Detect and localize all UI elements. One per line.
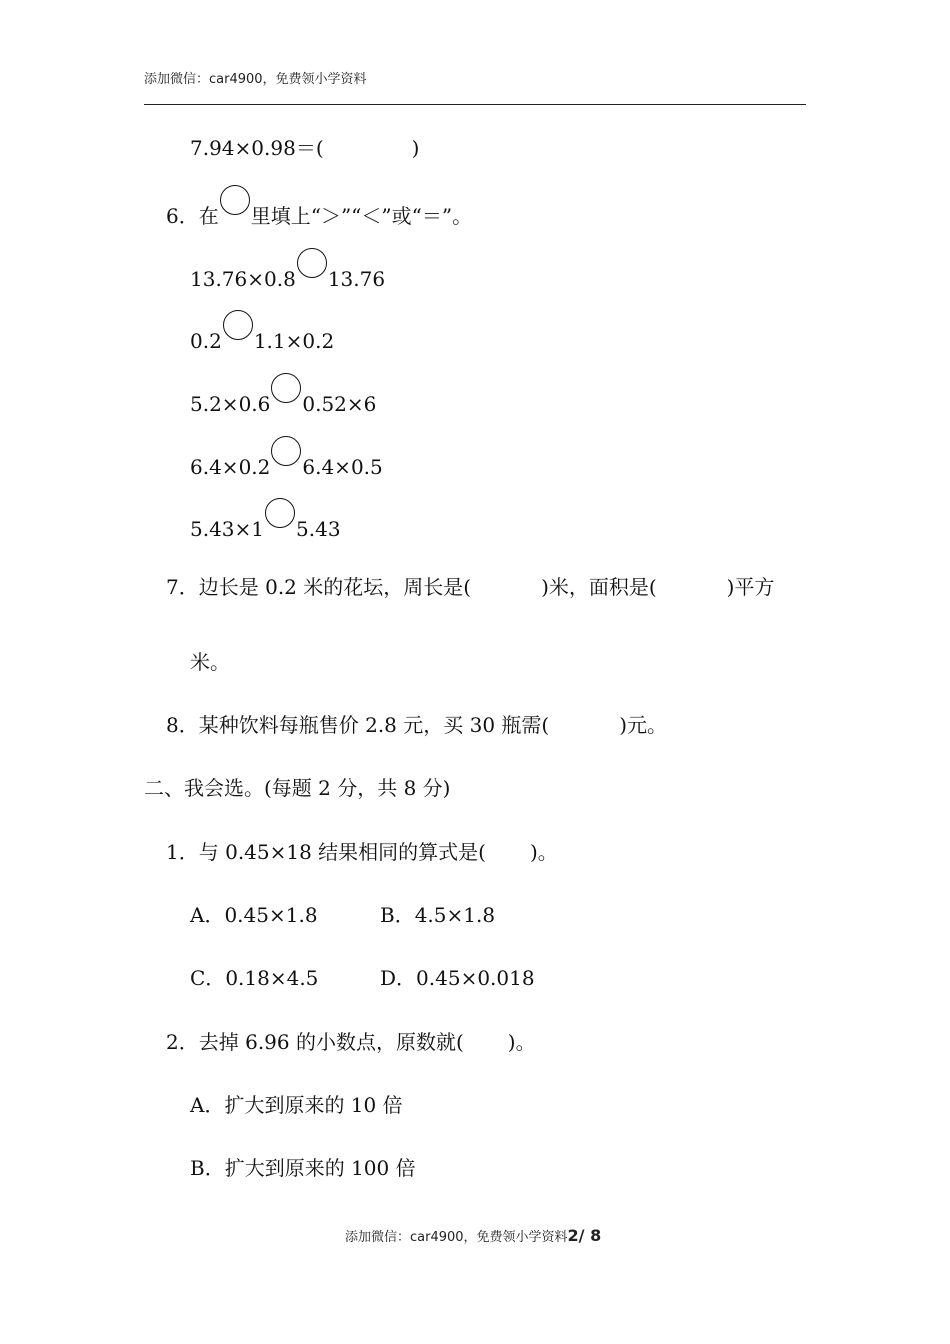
footer-text: 添加微信：car4900，免费领小学资料 (345, 1230, 568, 1245)
option-c[interactable] (190, 966, 318, 990)
option-text: 扩大到原来的 10 倍 (224, 1093, 403, 1117)
option-b[interactable] (190, 1156, 416, 1180)
mc2-stem (166, 1030, 536, 1054)
q6-number: 6． (166, 204, 199, 228)
option-label: C． (190, 966, 226, 990)
q6-item-3 (190, 387, 376, 417)
compare-circle[interactable] (297, 248, 327, 278)
q5-close-paren: ) (411, 136, 420, 160)
q8-number: 8． (166, 713, 199, 737)
page-footer (345, 1226, 601, 1245)
compare-circle[interactable] (223, 310, 253, 340)
option-text: 扩大到原来的 100 倍 (224, 1156, 416, 1180)
compare-right: 13.76 (327, 267, 386, 291)
q8-text-a: 某种饮料每瓶售价 2.8 元，买 30 瓶需( (198, 713, 550, 737)
mc2-close: )。 (507, 1030, 536, 1054)
circle-placeholder (220, 185, 250, 215)
compare-left: 0.2 (190, 329, 222, 353)
compare-right: 5.43 (296, 517, 341, 541)
q6-item-1 (190, 262, 385, 292)
q7-text-a: 边长是 0.2 米的花坛，周长是( (198, 575, 472, 599)
option-a[interactable] (190, 903, 318, 927)
mc1-stem (166, 840, 558, 864)
q6-item-2 (190, 324, 334, 354)
option-text: 0.18×4.5 (225, 966, 319, 990)
option-d[interactable] (380, 966, 535, 990)
compare-left: 13.76×0.8 (190, 267, 296, 291)
option-b[interactable] (380, 903, 495, 927)
mc1-options-row-2 (190, 966, 590, 990)
q5-expression (190, 136, 419, 160)
q8-text-b: )元。 (619, 713, 668, 737)
compare-right: 0.52×6 (302, 392, 377, 416)
mc1-close: )。 (530, 840, 558, 864)
compare-left: 6.4×0.2 (190, 455, 271, 479)
option-label: B． (190, 1156, 225, 1180)
option-label: A． (190, 1093, 225, 1117)
compare-left: 5.43×1 (190, 517, 265, 541)
compare-left: 5.2×0.6 (190, 392, 271, 416)
compare-circle[interactable] (265, 498, 295, 528)
q6-stem (166, 199, 472, 229)
mc2-stem-text: 去掉 6.96 的小数点，原数就( (198, 1030, 464, 1054)
mc1-stem-text: 与 0.45×18 结果相同的算式是( (198, 840, 486, 864)
q7-stem (166, 575, 774, 599)
header-rule (144, 104, 806, 105)
q8-stem (166, 713, 667, 737)
compare-circle[interactable] (271, 373, 301, 403)
q7-text-b: )米，面积是( (541, 575, 657, 599)
option-label: A． (190, 903, 225, 927)
compare-circle[interactable] (271, 436, 301, 466)
option-text: 4.5×1.8 (414, 903, 496, 927)
option-label: B． (380, 903, 415, 927)
compare-right: 1.1×0.2 (253, 329, 335, 353)
compare-right: 6.4×0.5 (302, 455, 383, 479)
page-header: 添加微信：car4900，免费领小学资料 (144, 72, 367, 87)
q7-number: 7． (166, 575, 199, 599)
q6-pre: 在 (198, 204, 219, 228)
option-a[interactable] (190, 1093, 403, 1117)
q5-expr-text: 7.94×0.98＝( (190, 136, 324, 160)
q6-post: 里填上“＞”“＜”或“＝”。 (250, 204, 473, 228)
mc1-options-row-1 (190, 903, 590, 927)
mc1-number: 1． (166, 840, 199, 864)
option-label: D． (380, 966, 417, 990)
q7-text-c: )平方 (726, 575, 775, 599)
page-number: 2/ 8 (567, 1226, 602, 1245)
q6-item-4 (190, 450, 383, 480)
section-2-title: 二、我会选。(每题 2 分，共 8 分) (144, 776, 451, 800)
q6-item-5 (190, 512, 341, 542)
mc2-number: 2． (166, 1030, 199, 1054)
option-text: 0.45×1.8 (224, 903, 318, 927)
q7-continuation: 米。 (190, 650, 230, 674)
option-text: 0.45×0.018 (416, 966, 535, 990)
